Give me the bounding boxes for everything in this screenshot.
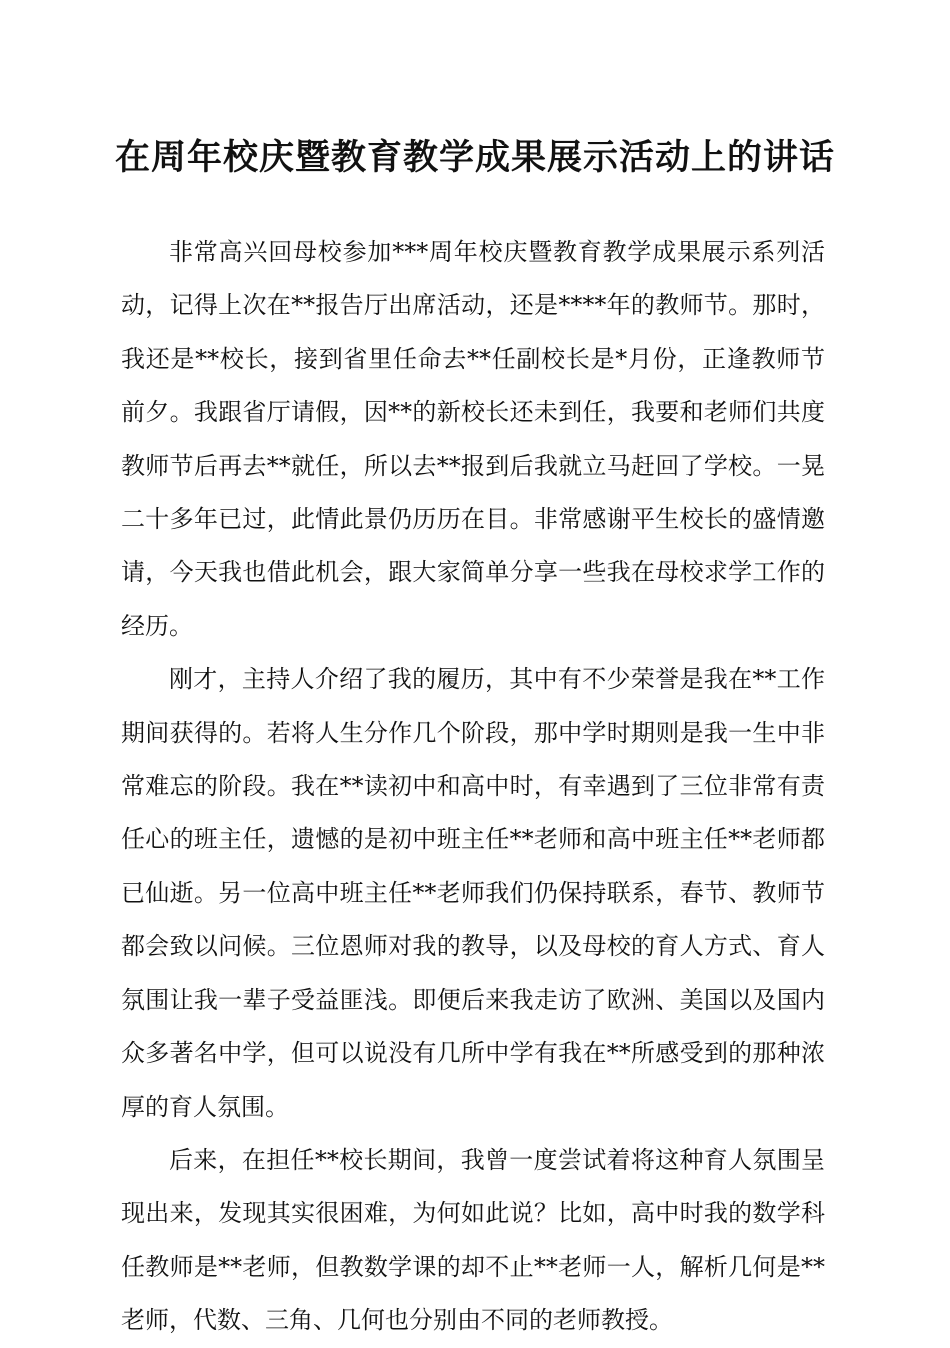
paragraph: 非常高兴回母校参加***周年校庆暨教育教学成果展示系列活动，记得上次在**报告厅出席活动，还是****年的教师节。那时，我还是**校长，接到省里任命去**任副校长是*月份，正逢教师节前夕。我跟省厅请假，因**的新校长还未到任，我要和老师们共度教师节后再去**就任，所以去**报到后我就立马赶回了学校。一晃二十多年已过，此情此景仍历历在目。非常感谢平生校长的盛情邀请，今天我也借此机会，跟大家简单分享一些我在母校求学工作的经历。 xyxy=(121,238,825,640)
document-title: 在周年校庆暨教育教学成果展示活动上的讲话 xyxy=(114,137,835,178)
document-body xyxy=(121,226,825,1348)
paragraph: 后来，在担任**校长期间，我曾一度尝试着将这种育人氛围呈现出来，发现其实很困难，为何如此说？比如，高中时我的数学科任教师是**老师，但教数学课的却不止**老师一人，解析几何是**老师，代数、三角、几何也分别由不同的老师教授。 xyxy=(121,1145,825,1335)
paragraph: 刚才，主持人介绍了我的履历，其中有不少荣誉是我在**工作期间获得的。若将人生分作几个阶段，那中学时期则是我一生中非常难忘的阶段。我在**读初中和高中时，有幸遇到了三位非常有责任心的班主任，遗憾的是初中班主任**老师和高中班主任**老师都已仙逝。另一位高中班主任**老师我们仍保持联系，春节、教师节都会致以问候。三位恩师对我的教导，以及母校的育人方式、育人氛围让我一辈子受益匪浅。即便后来我走访了欧洲、美国以及国内众多著名中学，但可以说没有几所中学有我在**所感受到的那种浓厚的育人氛围。 xyxy=(121,665,825,1121)
